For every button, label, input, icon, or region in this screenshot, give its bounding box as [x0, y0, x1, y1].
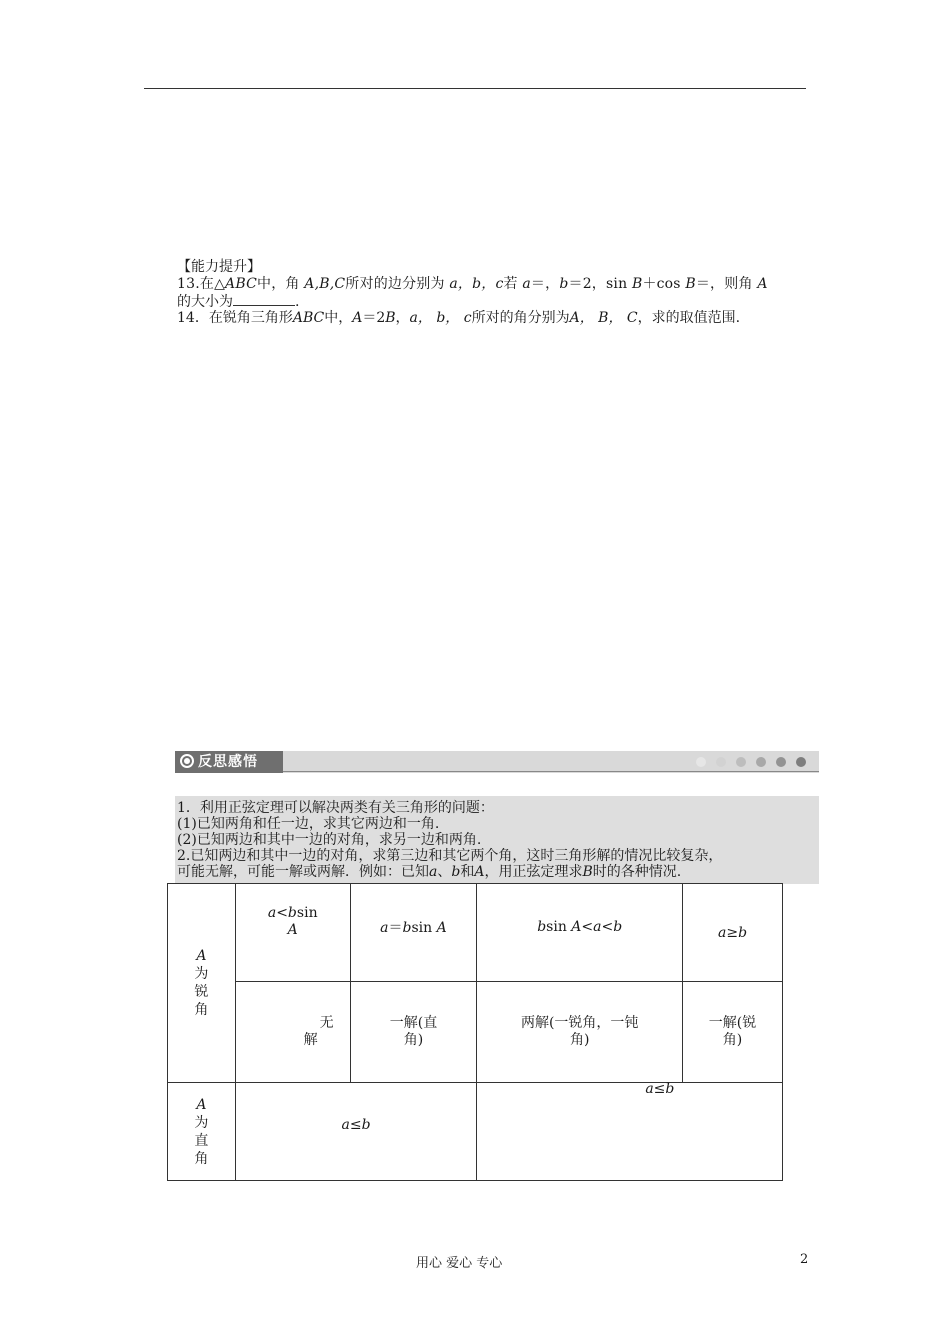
banner-dot: [776, 757, 786, 767]
table-row: [168, 1083, 783, 1181]
reflection-title: 反思感悟: [198, 754, 258, 770]
solution-cases-table: [167, 883, 783, 1181]
q13-angles: A,B,C: [304, 276, 346, 292]
label-char: 锐: [194, 984, 209, 1000]
q13-text: 13.在△: [177, 276, 226, 292]
cond-cell-1: [235, 884, 350, 982]
cond-var: A: [436, 919, 447, 936]
right-cond-1: [236, 1117, 476, 1133]
cond-cell-3: [477, 884, 683, 982]
cond-2: [351, 917, 477, 937]
cond-var: a<b: [267, 904, 297, 921]
q13-var: B: [685, 276, 696, 292]
banner-dot: [736, 757, 746, 767]
banner-dot: [796, 757, 806, 767]
cond-3: [477, 919, 682, 935]
banner-dot: [696, 757, 706, 767]
reflection-p4: 2.已知两边和其中一边的对角，求第三边和其它两个角，这时三角形解的情况比较复杂，: [177, 848, 723, 864]
result-text: 角): [569, 1032, 590, 1048]
acute-label: [168, 947, 235, 1019]
right-cond-2: [477, 1081, 782, 1097]
cond-text: sin: [411, 919, 437, 936]
result-text: 解: [303, 1032, 318, 1048]
cond-var: a≤b: [645, 1081, 675, 1097]
q13-var: A: [757, 276, 768, 292]
q13-triangle: ABC: [225, 276, 258, 292]
banner-dot: [756, 757, 766, 767]
q13-text: 若: [503, 276, 518, 292]
reflection-var: a: [429, 864, 438, 880]
cond-text: sin: [546, 918, 572, 935]
reflection-text: 时的各种情况.: [592, 864, 682, 880]
q14-text: ，: [395, 310, 410, 326]
q13-text: 所对的边分别为: [345, 276, 445, 292]
q14-var: A: [352, 310, 363, 326]
result-text: 无: [319, 1015, 334, 1031]
right-cond-cell-2: [477, 1083, 783, 1181]
cond-var: a: [380, 919, 389, 936]
cond-cell-4: [683, 884, 783, 982]
footer-motto: 用心 爱心 专心: [416, 1256, 503, 1271]
result-text: 角): [722, 1032, 743, 1048]
q13-text: ＝，则角: [695, 276, 753, 292]
q13-sides: a，b，c: [449, 276, 504, 292]
banner-underline: [283, 771, 819, 772]
reflection-p5: [177, 864, 681, 881]
q14-triangle: ABC: [292, 310, 325, 326]
right-label-cell: [168, 1083, 236, 1181]
label-char: 角: [194, 1002, 209, 1018]
q13-text: ＝2，sin: [568, 276, 632, 292]
cond-1: [236, 905, 350, 939]
q14-sides: a， b， c: [409, 310, 472, 326]
page-number: 2: [800, 1252, 809, 1267]
q13-var: a: [522, 276, 531, 292]
result-2: [351, 1015, 477, 1049]
banner-dot: [716, 757, 726, 767]
reflection-text: 和: [460, 864, 475, 880]
result-cell-3: [477, 982, 683, 1083]
answer-blank[interactable]: [233, 293, 295, 306]
label-char: A: [196, 948, 207, 964]
result-cell-2: [350, 982, 477, 1083]
target-circle-icon: [180, 754, 194, 768]
q13-text: 的大小为: [177, 294, 233, 310]
result-text: 两解(一锐角，一钝: [520, 1015, 639, 1031]
label-char: 为: [194, 966, 209, 982]
question-13-line1: [177, 276, 768, 293]
reflection-var: b: [451, 864, 461, 880]
label-char: 直: [194, 1132, 209, 1149]
q14-var: B: [385, 310, 396, 326]
result-text: 角): [403, 1032, 424, 1048]
label-char: 为: [194, 1114, 209, 1131]
cond-text: ＝: [388, 919, 403, 936]
q13-text: 中，角: [257, 276, 300, 292]
result-cell-1: [235, 982, 350, 1083]
reflection-text: 、: [437, 864, 452, 880]
cond-var: b: [402, 919, 412, 936]
q14-angles: A， B， C: [569, 310, 638, 326]
q14-text: 14．在锐角三角形: [177, 310, 293, 326]
question-13-line2: [177, 293, 299, 311]
section-heading: 【能力提升】: [177, 259, 261, 275]
cond-var: A<a<b: [571, 918, 623, 935]
reflection-banner-tab: [175, 751, 283, 773]
reflection-p1: 1．利用正弦定理可以解决两类有关三角形的问题：: [177, 800, 494, 816]
label-char: 角: [194, 1150, 209, 1167]
cond-4: [683, 925, 782, 941]
reflection-text: 可能无解，可能一解或两解．例如：已知: [177, 864, 429, 880]
cond-var: A: [287, 921, 298, 938]
result-3: [477, 1015, 682, 1049]
reflection-p3: (2)已知两边和其中一边的对角，求另一边和两角.: [177, 832, 482, 848]
cond-var: b: [537, 918, 547, 935]
result-cell-4: [683, 982, 783, 1083]
right-cond-cell-1: [235, 1083, 476, 1181]
q13-text: ＋cos: [642, 276, 686, 292]
q13-text: ＝，: [530, 276, 560, 292]
q13-var: B: [631, 276, 643, 292]
cond-text: sin: [296, 904, 318, 921]
label-char: A: [196, 1096, 207, 1113]
cond-cell-2: [350, 884, 477, 982]
cond-var: a≤b: [341, 1116, 371, 1133]
acute-label-cell: [168, 884, 236, 1083]
q13-var: b: [559, 276, 569, 292]
result-1: [236, 1015, 350, 1049]
result-text: 一解(直: [389, 1015, 438, 1031]
question-14: [177, 310, 740, 327]
table-row: [168, 982, 783, 1083]
q14-text: 所对的角分别为: [471, 310, 570, 326]
result-text: 一解(锐: [708, 1015, 757, 1031]
header-rule: [144, 88, 806, 89]
reflection-p2: (1)已知两角和任一边，求其它两边和一角.: [177, 816, 440, 832]
reflection-var: A: [474, 864, 485, 880]
right-label: [168, 1096, 235, 1168]
q14-text: 中，: [324, 310, 353, 326]
q13-text: .: [295, 294, 300, 310]
cond-var: a≥b: [718, 924, 748, 941]
reflection-var: B: [582, 864, 593, 880]
table-row: [168, 884, 783, 982]
reflection-text: ，用正弦定理求: [484, 864, 583, 880]
q14-text: ，求的取值范围.: [637, 310, 741, 326]
q14-text: ＝2: [362, 310, 386, 326]
result-4: [683, 1015, 782, 1049]
